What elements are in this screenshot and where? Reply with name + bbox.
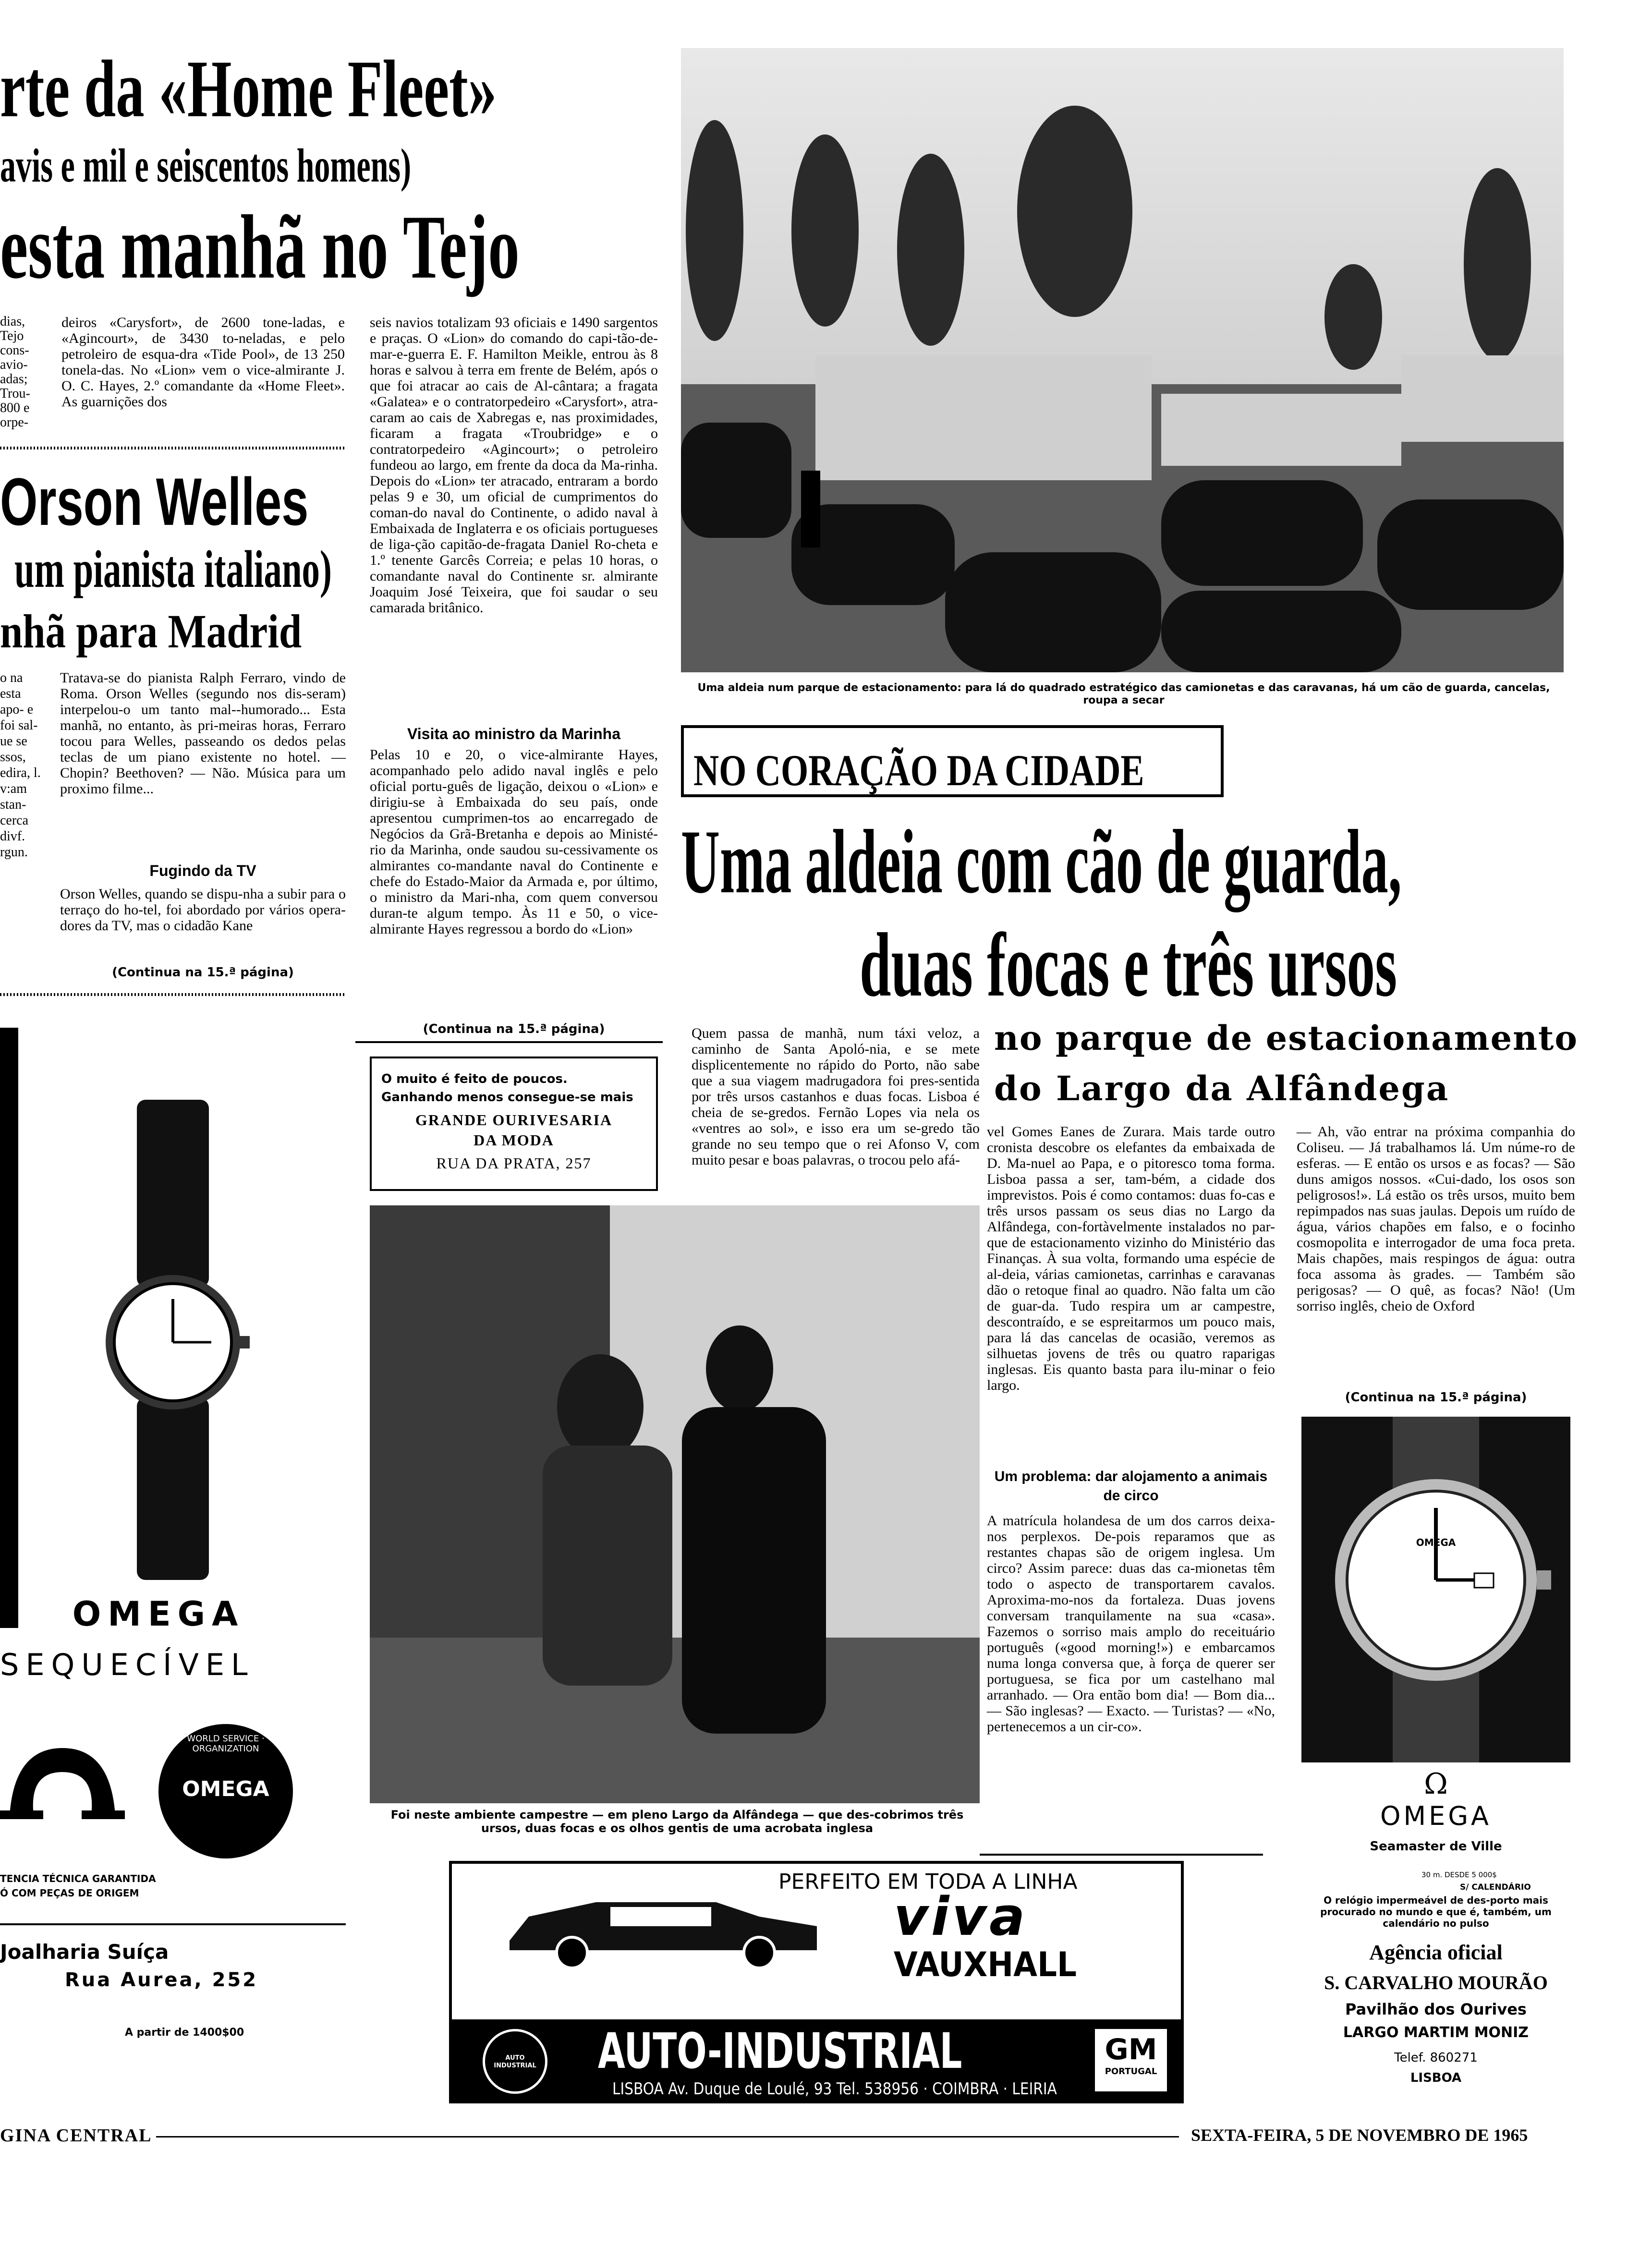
- gm-logo: [1095, 2029, 1167, 2091]
- home-fleet-headline-tejo: esta manhã no Tejo: [0, 197, 520, 298]
- jewel-line2: Ganhando menos consegue-se mais: [381, 1090, 633, 1105]
- home-fleet-subheadline: avis e mil e seiscentos homens): [0, 139, 412, 192]
- kicker-box: [681, 725, 1224, 797]
- world-service-seal: [158, 1724, 293, 1858]
- gm-text: GM: [1105, 2033, 1157, 2066]
- seamaster-watch-illustration: [1301, 1417, 1570, 1762]
- auto-industrial-name: AUTO-INDUSTRIAL: [598, 2023, 962, 2080]
- circus-photo-caption: Foi neste ambiente campestre — em pleno Largo da Alfândega — que des-cobrimos três ursos, duas focas e os olhos gentis de uma acrobata inglesa: [390, 1808, 964, 1835]
- footer-rule: [156, 2136, 1179, 2138]
- parking-photo-caption: Uma aldeia num parque de estacionamento: para lá do quadrado estratégico das camionetas e das caravanas, há um cão de guarda, cancelas, roupa a secar: [697, 682, 1550, 706]
- omega-left-note2: Ó COM PEÇAS DE ORIGEM: [0, 1887, 139, 1899]
- jewel-line5: RUA DA PRATA, 257: [436, 1154, 592, 1172]
- car-illustration: [500, 1883, 826, 1969]
- separator: [0, 447, 346, 449]
- main-col2b: A matrícula holandesa de um dos carros deixa-nos perplexos. De-pois reparamos que as restantes chapas são de origem inglesa. Um circo? Assim parece: duas das ca-mionetas têm todo o aspecto de transportarem cavalos. Aproxima-mo-nos da fortaleza. Duas jovens conversam tranquilamente na sua «casa». Fazemos o sorriso mais amplo do receituário português («good morning!») e embarcamos numa longa conversa que, à força de querer ser portuguesa, se fica por um castelhano mal arranhado. — Ora então bom dia! — Bom dia... — São inglesas? — Exacto. — Turistas? — «No, pertenecemos a un cir-co».: [987, 1513, 1275, 1735]
- orson-col2a: Tratava-se do pianista Ralph Ferraro, vindo de Roma. Orson Welles (segundo nos dis-seram) interpelou-o um tanto mal--humorado... Esta manhã, no entanto, às pri-meiras horas, Ferraro tocou para Welles, passeando os dedos pelas teclas de um piano existente no hotel. — Chopin? Beethoven? — Não. Música para um proximo filme...: [60, 670, 346, 797]
- home-fleet-continua: (Continua na 15.ª página): [423, 1022, 605, 1036]
- omega-left-tag: SEQUECÍVEL: [0, 1647, 255, 1682]
- omega-left-note1: TENCIA TÉCNICA GARANTIDA: [0, 1873, 156, 1884]
- auto-industrial-logo: [483, 2029, 547, 2094]
- jewel-line3: GRANDE OURIVESARIA: [415, 1111, 613, 1129]
- orson-subheadline: um pianista italiano): [14, 540, 332, 598]
- footer-right: SEXTA-FEIRA, 5 DE NOVEMBRO DE 1965: [1191, 2125, 1528, 2145]
- orson-col1: o na esta apo- e foi sal- ue se ssos, edira, l. v:am stan- cerca divf. rgun.: [0, 670, 41, 860]
- main-continua: (Continua na 15.ª página): [1345, 1390, 1527, 1405]
- main-subhead-2: do Largo da Alfândega: [994, 1069, 1450, 1108]
- joalharia-name: Joalharia Suíça: [0, 1940, 169, 1964]
- omega-right-largo: LARGO MARTIM MONIZ: [1343, 2024, 1529, 2041]
- rule: [980, 1854, 1263, 1856]
- joalharia-address: Rua Aurea, 252: [65, 1969, 258, 1991]
- main-headline-1: Uma aldeia com cão de guarda,: [681, 812, 1402, 912]
- omega-right-symbol: Ω: [1424, 1767, 1448, 1801]
- omega-right-model: Seamaster de Ville: [1370, 1839, 1502, 1854]
- problema-title: Um problema: dar alojamento a animais de circo: [994, 1469, 1268, 1504]
- omega-dial-label: OMEGA: [1416, 1537, 1456, 1548]
- omega-right-brand: OMEGA: [1380, 1801, 1492, 1831]
- auto-industrial-address: LISBOA Av. Duque de Loulé, 93 Tel. 538956 · COIMBRA · LEIRIA: [612, 2079, 1057, 2099]
- seal-ring-text: WORLD SERVICE · ORGANIZATION: [187, 1734, 265, 1754]
- auto-industrial-bar: [449, 2019, 1184, 2103]
- orson-headline-madrid: nhã para Madrid: [0, 605, 302, 658]
- rule: [0, 1923, 346, 1925]
- main-col2a: vel Gomes Eanes de Zurara. Mais tarde outro cronista descobre os elefantes da embaixada de D. Ma-nuel ao Papa, e o pitoresco toma forma. Lisboa passa a ser, tam-bém, a cidade dos imprevistos. Pois é como contamos: duas fo-cas e três ursos passam os seus dias no Largo da Alfândega, con-fortàvelmente instalados no par-que de estacionamento vizinho do Ministério das Finanças. À sua volta, formando uma espécie de al-deia, várias camionetas, carrinhas e caravanas dão o retoque final ao quadro. Não falta um cão de guar-da. Tudo respira um ar campestre, descontraído, e se espreitarmos um pouco mais, para lá das cancelas de ocasião, veremos as silhuetas jovens de três ou quatro raparigas inglesas. Eis quanto basta para ilu-minar o feio largo.: [987, 1124, 1275, 1393]
- footer-left: GINA CENTRAL: [0, 2125, 152, 2146]
- omega-right-cal: S/ CALENDÁRIO: [1460, 1882, 1531, 1892]
- separator: [0, 993, 346, 996]
- jewel-line4: DA MODA: [474, 1131, 554, 1149]
- home-fleet-col2: deiros «Carysfort», de 2600 tone-ladas, e «Agincourt», de 3430 to-neladas, e pelo petroleiro de esqua-dra «Tide Pool», de 13 250 tonela-das. No «Lion» vem o vice-almirante J. O. C. Hayes, 2.º comandante da «Home Fleet». As guarnições dos: [61, 315, 345, 410]
- seal-brand: OMEGA: [182, 1777, 269, 1801]
- vauxhall-tagline: PERFEITO EM TODA A LINHA: [778, 1870, 1078, 1894]
- jewel-line1: O muito é feito de poucos.: [381, 1072, 568, 1086]
- parking-lot-photo: [681, 48, 1564, 672]
- vauxhall-brand: VAUXHALL: [894, 1945, 1077, 1984]
- orson-col2b: Orson Welles, quando se dispu-nha a subir para o terraço do ho-tel, foi abordado por vários opera-dores da TV, mas o cidadão Kane: [60, 886, 346, 934]
- omega-right-tel: Telef. 860271: [1394, 2051, 1478, 2065]
- watch-illustration: [72, 1100, 274, 1580]
- home-fleet-headline: rte da «Home Fleet»: [0, 44, 497, 134]
- rule: [355, 1041, 663, 1043]
- omega-right-pavilhao: Pavilhão dos Ourives: [1345, 2000, 1527, 2018]
- omega-right-desc: O relógio impermeável de des-porto mais procurado no mundo e que é, também, um calendário no pulso: [1320, 1895, 1552, 1929]
- circus-girl-photo: [370, 1205, 980, 1803]
- home-fleet-col3: seis navios totalizam 93 oficiais e 1490 sargentos e praças. O «Lion» do comando do capi-tão-de-mar-e-guerra E. F. Hamilton Meikle, entrou às 8 horas e salvou à terra em frente de Belém, após o que foi atracar ao cais de Al-cântara; a fragata «Galatea» e o contratorpedeiro «Carysfort», atra-caram ao cais de Xabregas e, nas proximidades, ficaram a fragata «Troubridge» e o contratorpedeiro «Agincourt»; o petroleiro fundeou ao largo, em frente da doca da Ma-rinha. Depois do «Lion» ter atracado, entraram a bordo pelas 9 e 30, um oficial de cumprimentos do coman-do naval do Continente, o adido naval à Embaixada de Inglaterra e os oficiais portugueses de liga-ção capitão-de-fragata Daniel Ro-cheta e 1.º tenente Garcês Correia; e pelas 10 horas, o comandante naval do Continente sr. almirante Joaquim José Teixeira, que foi saudar o seu camarada britânico.: [370, 315, 658, 616]
- auto-industrial-logo-text: AUTO INDUSTRIAL: [494, 2054, 536, 2069]
- jewellery-ad: [370, 1057, 658, 1191]
- omega-right-ad: [1297, 1417, 1575, 2113]
- main-subhead-1: no parque de estacionamento: [994, 1018, 1579, 1058]
- vauxhall-viva: viva: [894, 1886, 1028, 1947]
- omega-right-fine: 30 m. DESDE 5 000$: [1421, 1870, 1497, 1879]
- omega-right-agencia: Agência oficial: [1369, 1941, 1503, 1964]
- omega-right-dealer: S. CARVALHO MOURÃO: [1324, 1972, 1548, 1993]
- omega-right-city: LISBOA: [1410, 2071, 1462, 2085]
- omega-symbol-icon: [0, 1719, 125, 1863]
- home-fleet-col1: dias, Tejo cons- avio- adas; Trou- 800 e orpe-: [0, 314, 30, 430]
- omega-left-brand: OMEGA: [72, 1594, 245, 1634]
- orson-headline: Orson Welles: [0, 464, 309, 539]
- visita-title: Visita ao ministro da Marinha: [407, 725, 620, 742]
- orson-sub: Fugindo da TV: [149, 862, 256, 879]
- main-col3: — Ah, vão entrar na próxima companhia do Coliseu. — Já trabalhamos lá. Um núme-ro de esferas. — E então os ursos e as focas? — São duns amigos nossos. «Cui-dado, los osos son peligrosos!». Lá estão os três ursos, muito bem repimpados nas suas jaulas. Depois um ruído de água, vários chapões em falso, e o focinho cosmopolita e interrogador de uma foca preta. Mais chapões, mais respingos de água: outra foca assoma às grades. — Também são perigosas? — O quê, as focas? Não! (Um sorriso inglês, cheio de Oxford: [1297, 1124, 1575, 1314]
- omega-left-price: A partir de 1400$00: [125, 2027, 244, 2039]
- omega-left-ad: [0, 1028, 346, 2087]
- vauxhall-ad: [449, 1861, 1184, 2024]
- main-headline-2: duas focas e três ursos: [860, 915, 1397, 1016]
- orson-continua: (Continua na 15.ª página): [112, 965, 294, 980]
- gm-portugal: PORTUGAL: [1105, 2066, 1157, 2077]
- visita-text: Pelas 10 e 20, o vice-almirante Hayes, acompanhado pelo adido naval inglês e pelo oficial portu-guês de ligação, deixou o «Lion» e dirigiu-se à Embaixada do seu país, onde apresentou cumprimen-tos ao encarregado de Negócios da Grã-Bretanha e depois ao Ministé-rio da Marinha, onde saudou su-cessivamente os almirantes co-mandante naval do Continente e chefe do Estado-Maior da Armada e, por último, o ministro da Mari-nha, com quem conversou duran-te algum tempo. Às 11 e 50, o vice-almirante Hayes regressou a bordo do «Lion»: [370, 747, 658, 937]
- kicker-text: NO CORAÇÃO DA CIDADE: [693, 746, 1144, 795]
- main-lead: Quem passa de manhã, num táxi veloz, a caminho de Santa Apoló-nia, e se mete displicentemente no rápido do Porto, não sabe que a sua viagem madrugadora foi pres-sentida por três ursos castanhos e duas focas. Lisboa é cheia de se-gredos. Fernão Lopes via nela os «ventres ao sol», e isso era um se-gredo tão grande no seu tempo que o rei Afonso V, com muito pesar e boas palavras, o trocou pelo afá-: [692, 1025, 980, 1168]
